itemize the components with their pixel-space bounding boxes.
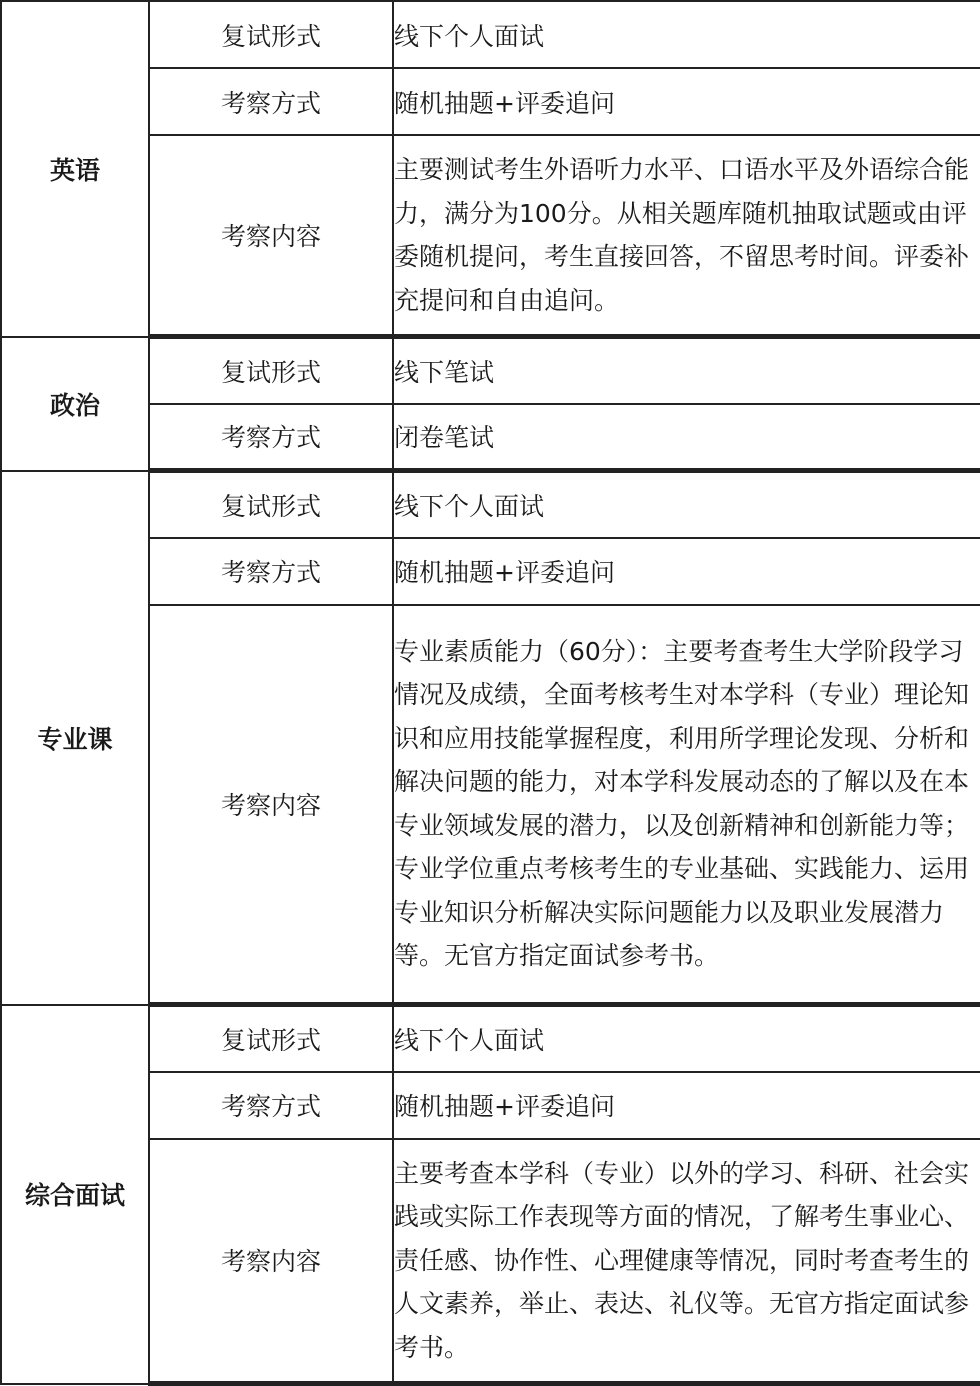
table-row xyxy=(1,471,980,538)
aspect-cell: 考察内容 xyxy=(149,605,393,1005)
aspect-cell: 考察方式 xyxy=(149,1072,393,1139)
detail-cell: 随机抽题+评委追问 xyxy=(393,1072,980,1139)
detail-cell: 线下个人面试 xyxy=(393,1,980,68)
table-row xyxy=(1,1,980,68)
detail-cell: 随机抽题+评委追问 xyxy=(393,68,980,135)
detail-cell: 主要测试考生外语听力水平、口语水平及外语综合能力，满分为100分。从相关题库随机抽取试题或由评委随机提问，考生直接回答，不留思考时间。评委补充提问和自由追问。 xyxy=(393,135,980,337)
detail-cell: 线下笔试 xyxy=(393,337,980,404)
aspect-cell: 复试形式 xyxy=(149,337,393,404)
aspect-cell: 考察方式 xyxy=(149,68,393,135)
subject-cell: 综合面试 xyxy=(1,1005,149,1384)
aspect-cell: 复试形式 xyxy=(149,1005,393,1072)
detail-cell: 随机抽题+评委追问 xyxy=(393,538,980,605)
detail-cell: 专业素质能力（60分）：主要考查考生大学阶段学习情况及成绩，全面考核考生对本学科（专业）理论知识和应用技能掌握程度，利用所学理论发现、分析和解决问题的能力，对本学科发展动态的了解以及在本专业领域发展的潜力，以及创新精神和创新能力等；专业学位重点考核考生的专业基础、实践能力、运用专业知识分析解决实际问题能力以及职业发展潜力等。无官方指定面试参考书。 xyxy=(393,605,980,1005)
aspect-cell: 考察内容 xyxy=(149,135,393,337)
aspect-cell: 考察内容 xyxy=(149,1139,393,1384)
aspect-cell: 考察方式 xyxy=(149,538,393,605)
detail-cell: 闭卷笔试 xyxy=(393,404,980,471)
detail-cell: 线下个人面试 xyxy=(393,1005,980,1072)
subject-cell: 英语 xyxy=(1,1,149,337)
table-row xyxy=(1,1005,980,1072)
aspect-cell: 考察方式 xyxy=(149,404,393,471)
aspect-cell: 复试形式 xyxy=(149,471,393,538)
detail-cell: 主要考查本学科（专业）以外的学习、科研、社会实践或实际工作表现等方面的情况，了解考生事业心、责任感、协作性、心理健康等情况，同时考查考生的人文素养，举止、表达、礼仪等。无官方指定面试参考书。 xyxy=(393,1139,980,1384)
subject-cell: 政治 xyxy=(1,337,149,471)
subject-cell: 专业课 xyxy=(1,471,149,1005)
table-row xyxy=(1,337,980,404)
detail-cell: 线下个人面试 xyxy=(393,471,980,538)
aspect-cell: 复试形式 xyxy=(149,1,393,68)
